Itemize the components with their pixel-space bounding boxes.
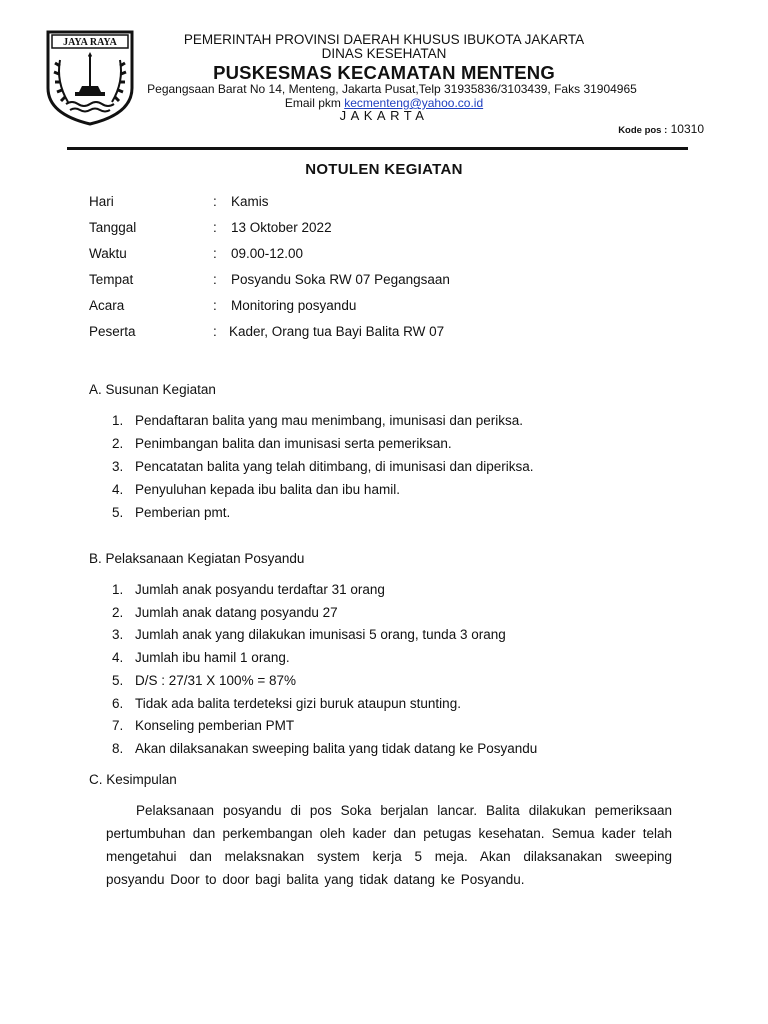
info-value: Monitoring posyandu [231, 298, 357, 313]
info-row-tanggal [89, 220, 689, 240]
postal-code [618, 122, 704, 136]
header-address: Pegangsaan Barat No 14, Menteng, Jakarta Pusat,Telp 31935836/3103439, Faks 31904965 [147, 82, 637, 96]
info-row-hari [89, 194, 689, 214]
info-key: Hari [89, 194, 114, 209]
header-city: JAKARTA [339, 108, 429, 123]
section-c-heading: C. Kesimpulan [89, 772, 177, 787]
info-value: Posyandu Soka RW 07 Pegangsaan [231, 272, 450, 287]
info-key: Tanggal [89, 220, 137, 235]
logo-banner-text: JAYA RAYA [63, 37, 117, 48]
info-value: 09.00-12.00 [231, 246, 304, 261]
list-item: 2. Jumlah anak datang posyandu 27 [112, 605, 338, 620]
section-a-heading: A. Susunan Kegiatan [89, 382, 216, 397]
list-item: 3. Jumlah anak yang dilakukan imunisasi 5 orang, tunda 3 orang [112, 627, 506, 642]
list-item: 3. Pencatatan balita yang telah ditimbang, di imunisasi dan diperiksa. [112, 459, 534, 474]
info-colon: : [213, 246, 217, 261]
info-row-acara [89, 298, 689, 318]
list-item: 2. Penimbangan balita dan imunisasi serta pemeriksan. [112, 436, 452, 451]
list-item: 5. Pemberian pmt. [112, 505, 231, 520]
info-row-waktu [89, 246, 689, 266]
info-colon: : [213, 324, 217, 339]
list-item: 4. Penyuluhan kepada ibu balita dan ibu hamil. [112, 482, 400, 497]
document-title: NOTULEN KEGIATAN [305, 161, 463, 178]
info-colon: : [213, 298, 217, 313]
info-value: 13 Oktober 2022 [231, 220, 332, 235]
conclusion-paragraph: Pelaksanaan posyandu di pos Soka berjalan lancar. Balita dilakukan pemeriksaan pertumbuhan dan perkembangan oleh kader dan petugas kesehatan. Semua kader telah mengetahui dan melaksnakan system kerja 5 meja. Akan dilaksanakan sweeping posyandu Door to door bagi balita yang tidak datang ke Posyandu. [106, 803, 672, 887]
info-key: Peserta [89, 324, 136, 339]
info-row-peserta [89, 324, 689, 344]
header-divider [67, 147, 688, 150]
info-colon: : [213, 194, 217, 209]
header-government-line: PEMERINTAH PROVINSI DAERAH KHUSUS IBUKOTA JAKARTA [183, 32, 585, 47]
info-colon: : [213, 272, 217, 287]
section-b-heading: B. Pelaksanaan Kegiatan Posyandu [89, 551, 305, 566]
postal-value: 10310 [670, 122, 704, 136]
info-key: Tempat [89, 272, 134, 287]
header-institution-title: PUSKESMAS KECAMATAN MENTENG [213, 62, 555, 83]
info-colon: : [213, 220, 217, 235]
email-link[interactable]: kecmenteng@yahoo.co.id [344, 96, 484, 110]
info-key: Acara [89, 298, 125, 313]
jakarta-coat-of-arms-icon [46, 30, 134, 126]
info-row-tempat [89, 272, 689, 292]
info-value: Kamis [231, 194, 269, 209]
list-item: 1. Jumlah anak posyandu terdaftar 31 orang [112, 582, 385, 597]
list-item: 6. Tidak ada balita terdeteksi gizi buruk ataupun stunting. [112, 696, 461, 711]
list-item: 5. D/S : 27/31 X 100% = 87% [112, 673, 296, 688]
header-department-line: DINAS KESEHATAN [321, 46, 447, 61]
list-item: 7. Konseling pemberian PMT [112, 718, 295, 733]
list-item: 8. Akan dilaksanakan sweeping balita yang tidak datang ke Posyandu [112, 741, 538, 756]
postal-label: Kode pos : [618, 125, 668, 136]
list-item: 4. Jumlah ibu hamil 1 orang. [112, 650, 290, 665]
info-value: Kader, Orang tua Bayi Balita RW 07 [229, 324, 445, 339]
list-item: 1. Pendaftaran balita yang mau menimbang, imunisasi dan periksa. [112, 413, 523, 428]
info-key: Waktu [89, 246, 127, 261]
header-email-label: Email pkm [284, 96, 345, 110]
